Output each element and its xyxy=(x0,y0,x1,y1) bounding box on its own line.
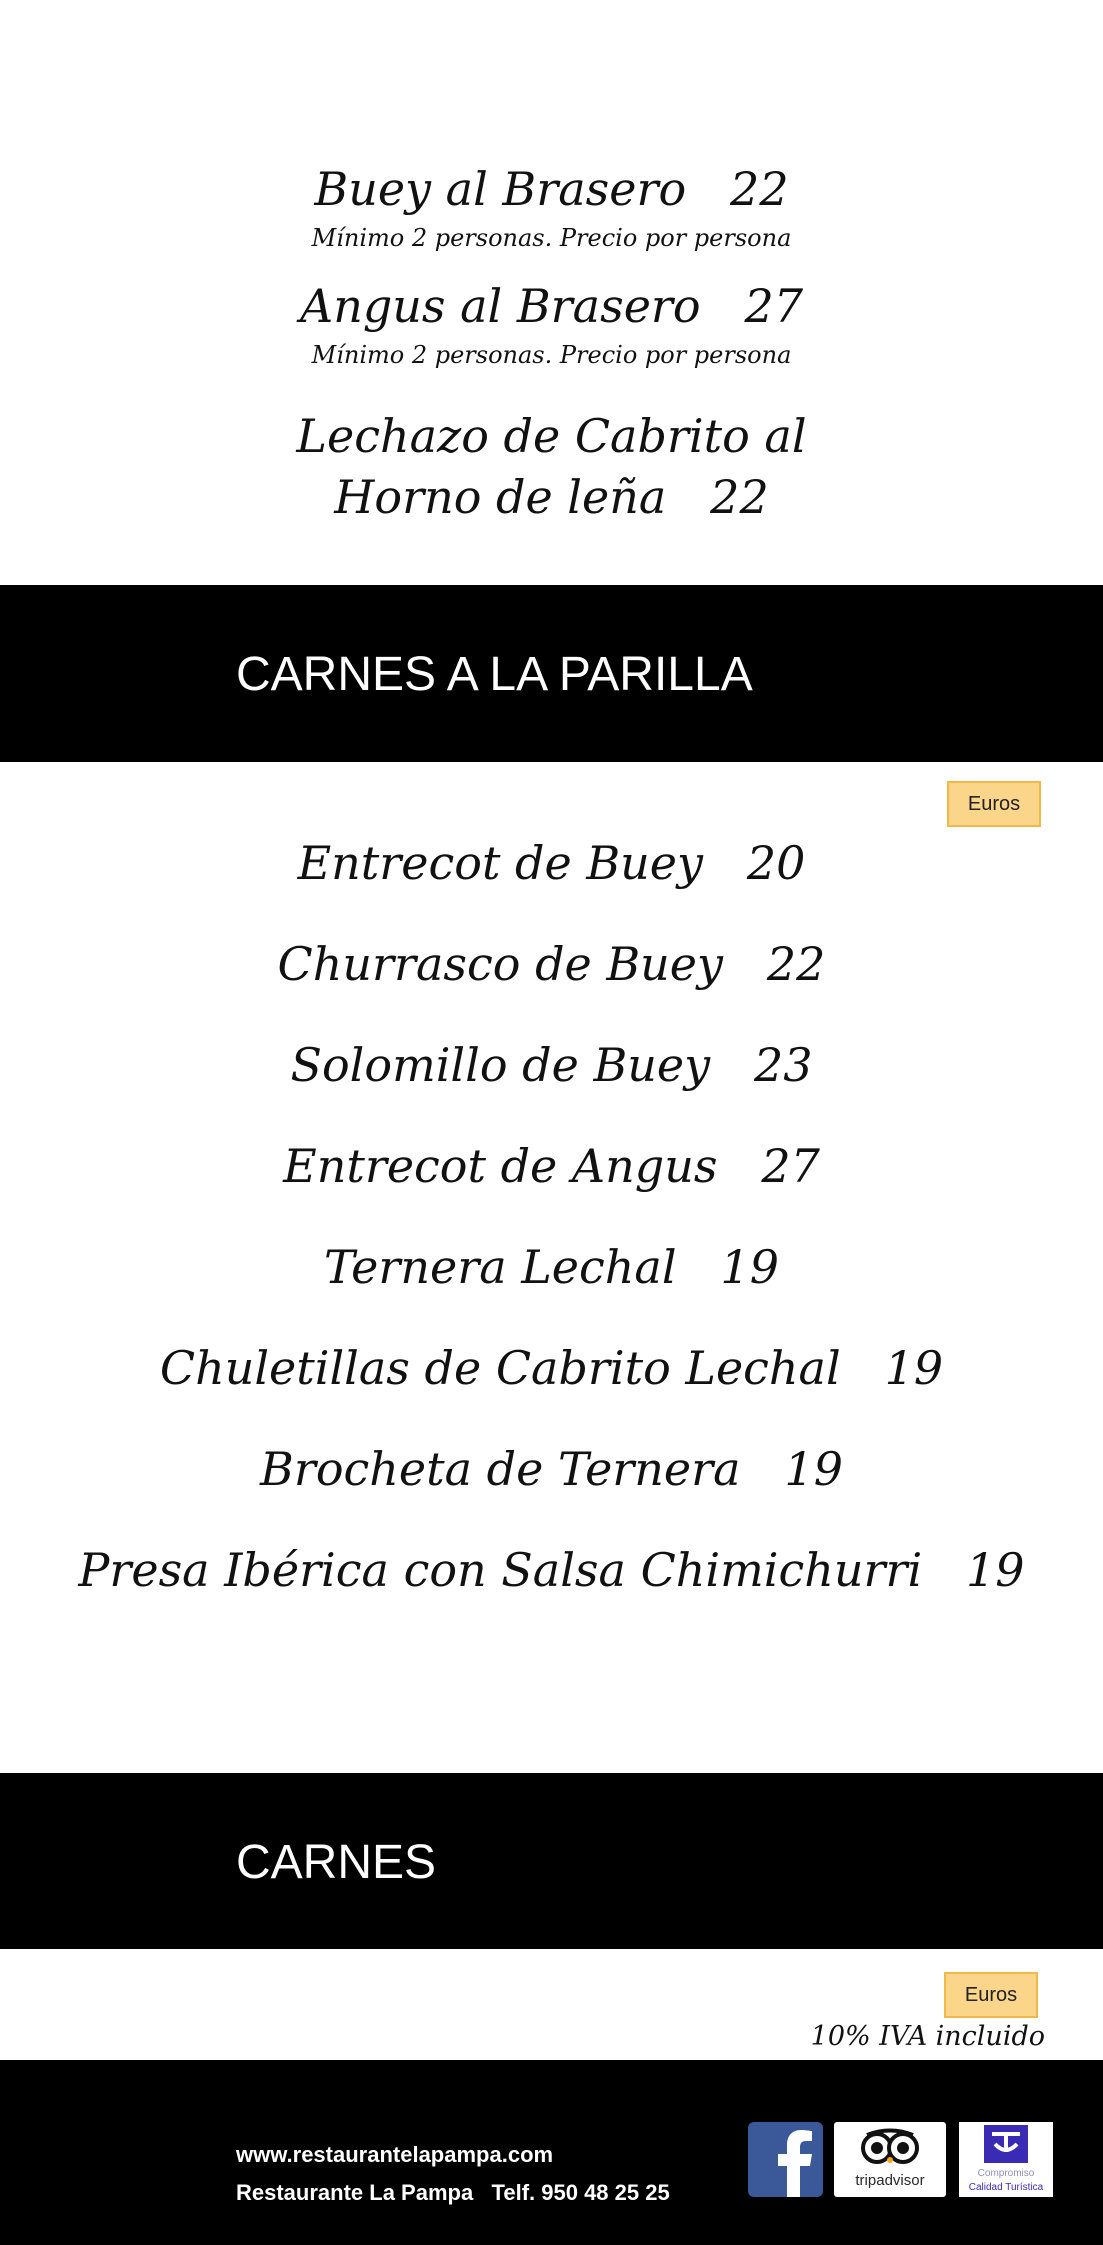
menu-item-lechazo-line2: Horno de leña 22 xyxy=(334,470,769,524)
menu-item-note: Mínimo 2 personas. Precio por persona xyxy=(311,224,792,252)
tax-note: 10% IVA incluido xyxy=(810,2021,1045,2052)
section-title: CARNES A LA PARILLA xyxy=(236,648,753,701)
menu-item xyxy=(0,1442,1103,1496)
quality-label-2: Calidad Turística xyxy=(968,2182,1044,2193)
menu-item-price: 19 xyxy=(884,1341,944,1395)
calidad-turistica-logo[interactable] xyxy=(959,2122,1053,2197)
section-band-carnes xyxy=(0,1773,1103,1949)
menu-item-name: Churrasco de Buey xyxy=(277,937,724,991)
quality-seal-icon xyxy=(959,2122,1053,2166)
menu-item-buey-brasero: Buey al Brasero 22 xyxy=(314,162,789,216)
menu-item-name: Chuletillas de Cabrito Lechal xyxy=(159,1341,841,1395)
menu-item-price: 22 xyxy=(766,937,826,991)
menu-item xyxy=(0,1038,1103,1092)
section-title: CARNES xyxy=(236,1836,437,1889)
menu-item xyxy=(0,836,1103,890)
menu-item-price: 23 xyxy=(753,1038,813,1092)
menu-item-name: Entrecot de Buey xyxy=(297,836,703,890)
tripadvisor-logo[interactable] xyxy=(834,2122,946,2197)
menu-item xyxy=(0,1240,1103,1294)
quality-label-1: Compromiso xyxy=(977,2168,1035,2179)
tripadvisor-label: tripadvisor xyxy=(855,2172,925,2189)
menu-item-name: Ternera Lechal xyxy=(324,1240,677,1294)
menu-item-price: 20 xyxy=(746,836,806,890)
menu-item-price: 27 xyxy=(761,1139,820,1193)
currency-badge: Euros xyxy=(944,1972,1038,2018)
menu-item-note: Mínimo 2 personas. Precio por persona xyxy=(311,341,792,369)
menu-item-name: Presa Ibérica con Salsa Chimichurri xyxy=(78,1543,923,1597)
menu-item xyxy=(0,1341,1103,1395)
facebook-glyph xyxy=(748,2122,823,2197)
menu-item xyxy=(0,937,1103,991)
contact-line: Restaurante La Pampa Telf. 950 48 25 25 xyxy=(236,2180,670,2205)
menu-item-angus-brasero: Angus al Brasero 27 xyxy=(299,279,804,333)
menu-item xyxy=(0,1139,1103,1193)
menu-item-lechazo-line1: Lechazo de Cabrito al xyxy=(296,409,807,463)
menu-item-name: Entrecot de Angus xyxy=(283,1139,718,1193)
facebook-icon[interactable] xyxy=(748,2122,823,2197)
website-link[interactable]: www.restaurantelapampa.com xyxy=(236,2142,554,2167)
footer xyxy=(0,2060,1103,2245)
menu-item-price: 19 xyxy=(720,1240,779,1294)
menu-item-price: 19 xyxy=(784,1442,843,1496)
currency-badge: Euros xyxy=(947,781,1041,827)
menu-item-name: Solomillo de Buey xyxy=(290,1038,711,1092)
menu-item-price: 19 xyxy=(966,1543,1025,1597)
menu-item xyxy=(0,1543,1103,1597)
menu-item-name: Brocheta de Ternera xyxy=(260,1442,741,1496)
section-band-parrilla xyxy=(0,585,1103,762)
owl-eyes-icon xyxy=(834,2122,946,2170)
